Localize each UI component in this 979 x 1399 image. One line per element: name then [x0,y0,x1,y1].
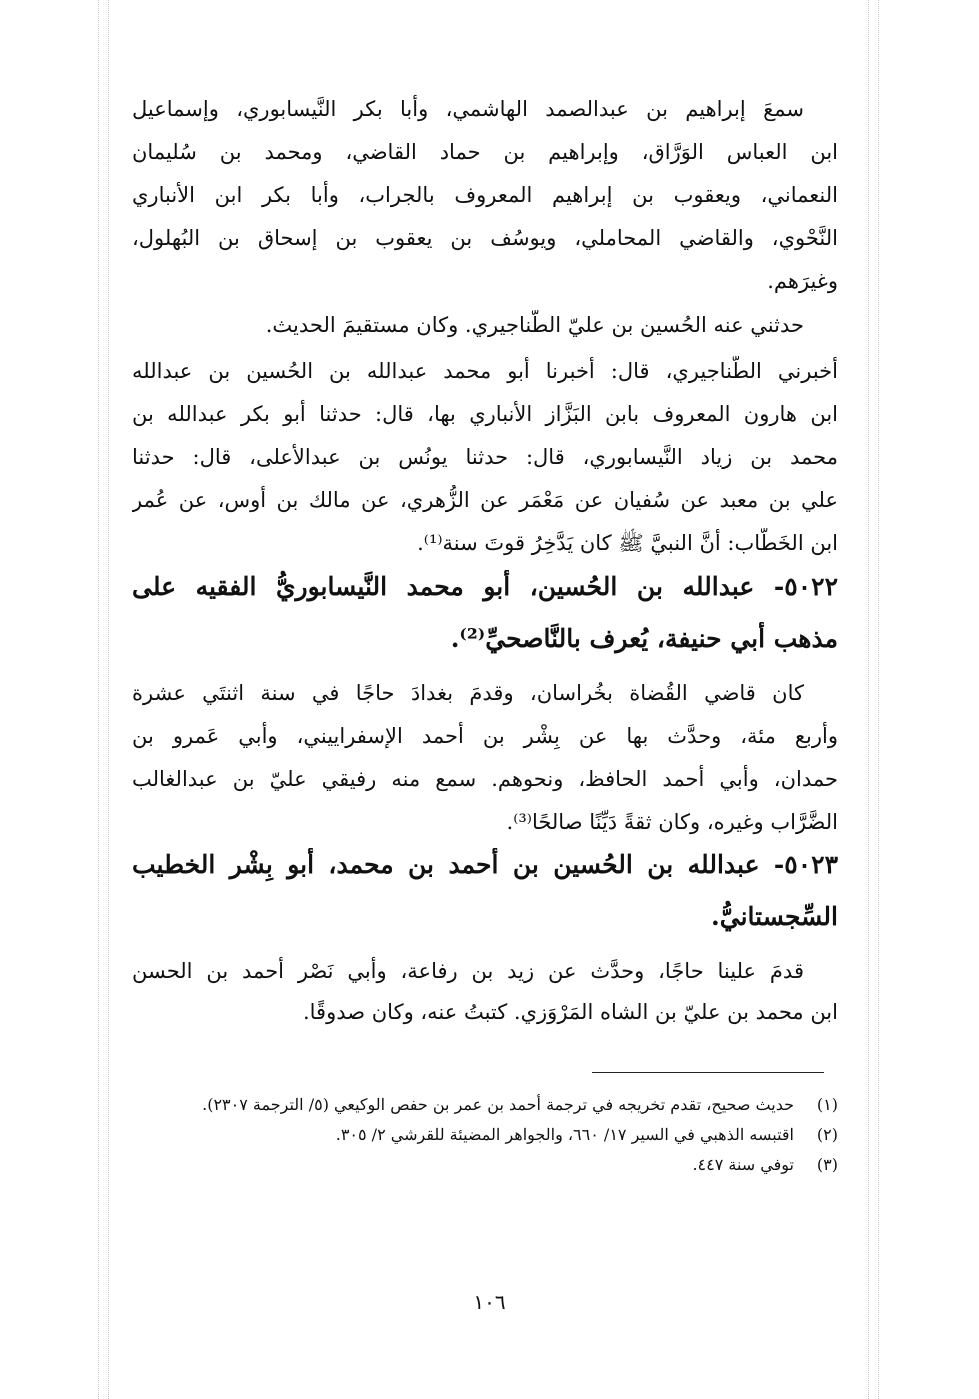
heading-line: السِّجستانيُّ. [711,902,838,931]
text-line: وغيرَهم. [767,269,838,293]
heading-line: ٥٠٢٢- عبدالله بن الحُسين، أبو محمد النَّيسابوريُّ الفقيه على [132,572,838,601]
text-line: الضَّرَّاب وغيره، وكان ثقةً دَيِّنًا صالحًا⁽³⁾. [506,810,838,834]
paragraph-biography-5022 [132,678,838,850]
paragraph-teachers [132,94,838,309]
footnote-item [132,1092,838,1118]
page-number: ١٠٦ [473,1290,506,1314]
text-line: النَّحْوي، والقاضي المحاملي، ويوسُف بن يعقوب بن إسحاق بن البُهلول، [132,226,838,250]
footnote-number: (٢) [816,1125,838,1144]
text-line: ابن العباس الوَرَّاق، وإبراهيم بن حماد القاضي، ومحمد بن سُليمان [132,140,838,164]
text-line: كان قاضي القُضاة بخُراسان، وقدمَ بغدادَ حاجًا في سنة اثنتَي عشرة [132,681,804,705]
scan-guide-line [868,0,869,1399]
footnote-number: (٣) [816,1155,838,1174]
footnote-text: اقتبسه الذهبي في السير ١٧/ ٦٦٠، والجواهر المضيئة للقرشي ٢/ ٣٠٥. [335,1125,794,1144]
paragraph-narrator [132,310,838,340]
text-line: محمد بن زياد النَّيسابوري، قال: حدثنا يونُس بن عبدالأعلى، قال: حدثنا [132,445,838,469]
text-line: علي بن معبد عن سُفيان عن مَعْمَر عن الزُّهري، عن مالك بن أوس، عن عُمر [132,488,838,512]
text-line: قدمَ علينا حاجًا، وحدَّث عن زيد بن رفاعة، وأبي نَصْر أحمد بن الحسن [132,959,804,983]
text-line: أخبرني الطَّناجيري، قال: أخبرنا أبو محمد عبدالله بن الحُسين بن عبدالله [132,359,838,383]
paragraph-hadith-chain [132,356,838,571]
entry-heading-5023 [132,848,838,952]
footnote-separator [592,1072,824,1073]
text-line: حمدان، وأبي أحمد الحافظ، ونحوهم. سمع منه رفيقي عليّ بن عبدالغالب [132,767,838,791]
paragraph-biography-5023 [132,956,838,1038]
text-line: ابن الخَطَّاب: أنَّ النبيَّ ﷺ كان يَدَّخِرُ قوتَ سنة⁽¹⁾. [417,531,838,555]
scan-guide-line [108,0,109,1399]
scan-guide-line [98,0,99,1399]
footnote-number: (١) [816,1095,838,1114]
text-line: النعماني، ويعقوب بن إبراهيم المعروف بالجراب، وأبا بكر ابن الأنباري [132,183,838,207]
text-line: ابن محمد بن عليّ بن الشاه المَرْوَزي. كتبتُ عنه، وكان صدوقًا. [302,1000,838,1024]
footnote-text: توفي سنة ٤٤٧. [692,1155,794,1174]
text-line: حدثني عنه الحُسين بن عليّ الطَّناجيري. وكان مستقيمَ الحديث. [265,313,804,337]
footnote-item [132,1122,838,1148]
text-line: ابن هارون المعروف بابن البَزَّاز الأنباري بها، قال: حدثنا أبو بكر عبدالله بن [132,402,838,426]
heading-line: ٥٠٢٣- عبدالله بن الحُسين بن أحمد بن محمد، أبو بِشْر الخطيب [132,850,838,879]
entry-heading-5022 [132,570,838,674]
text-line: وأربع مئة، وحدَّث بها عن بِشْر بن أحمد الإسفراييني، وأبي عَمرو بن [132,724,838,748]
footnote-text: حديث صحيح، تقدم تخريجه في ترجمة أحمد بن عمر بن حفص الوكيعي (٥/ الترجمة ٢٣٠٧). [202,1095,794,1114]
text-line: سمعَ إبراهيم بن عبدالصمد الهاشمي، وأبا بكر النَّيسابوري، وإسماعيل [132,97,804,121]
scan-guide-line [878,0,879,1399]
footnotes [132,1092,838,1182]
heading-line: مذهب أبي حنيفة، يُعرف بالنَّاصحيِّ⁽²⁾. [450,624,838,653]
footnote-item [132,1152,838,1178]
